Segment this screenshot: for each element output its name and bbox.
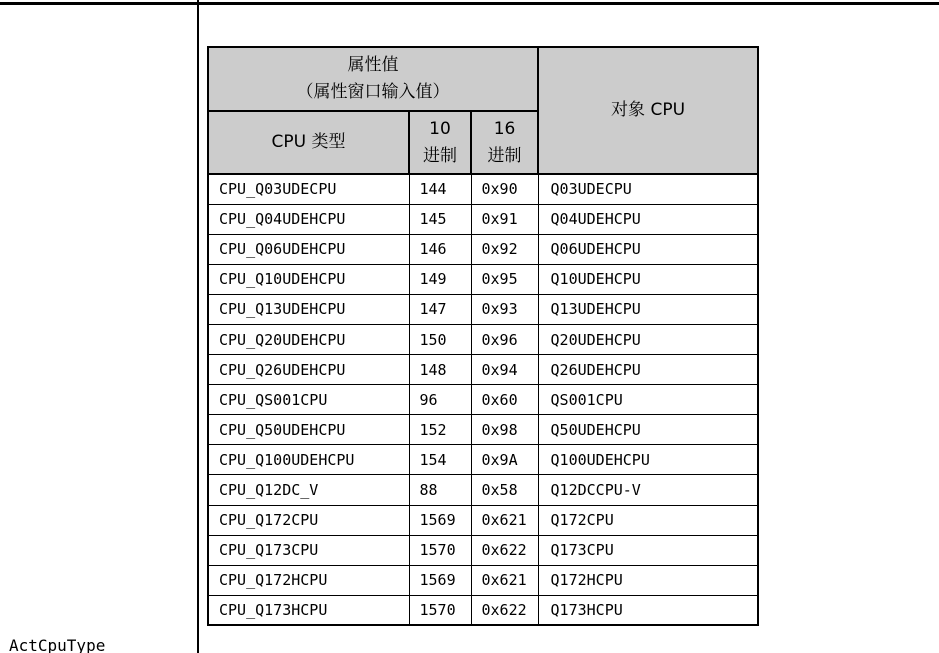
cell-hex-value: 0x91 [471, 204, 538, 234]
cell-target-cpu: Q172HCPU [538, 565, 758, 595]
cell-decimal-value: 148 [409, 355, 471, 385]
header-decimal-line2: 进制 [423, 145, 457, 166]
cell-decimal-value: 150 [409, 324, 471, 354]
cell-target-cpu: Q26UDEHCPU [538, 355, 758, 385]
cell-hex-value: 0x58 [471, 475, 538, 505]
cell-hex-value: 0x622 [471, 535, 538, 565]
cell-decimal-value: 146 [409, 234, 471, 264]
cell-target-cpu: Q20UDEHCPU [538, 324, 758, 354]
cell-target-cpu: Q172CPU [538, 505, 758, 535]
cell-target-cpu: Q173HCPU [538, 595, 758, 625]
cell-decimal-value: 1569 [409, 565, 471, 595]
footer-property-name: ActCpuType [9, 636, 106, 653]
cell-decimal-value: 154 [409, 445, 471, 475]
table-row [208, 595, 758, 625]
table-row [208, 234, 758, 264]
table-row [208, 445, 758, 475]
table-row [208, 264, 758, 294]
cell-target-cpu: Q03UDECPU [538, 174, 758, 204]
cell-target-cpu: Q13UDEHCPU [538, 294, 758, 324]
cell-cpu-type: CPU_Q04UDEHCPU [208, 204, 409, 234]
cell-decimal-value: 152 [409, 415, 471, 445]
header-decimal-line1: 10 [429, 118, 451, 139]
cpu-type-table [207, 46, 759, 626]
table-row [208, 324, 758, 354]
header-decimal [409, 111, 471, 174]
cell-decimal-value: 88 [409, 475, 471, 505]
cell-hex-value: 0x94 [471, 355, 538, 385]
cell-hex-value: 0x621 [471, 505, 538, 535]
cell-cpu-type: CPU_Q13UDEHCPU [208, 294, 409, 324]
table-row [208, 415, 758, 445]
cell-target-cpu: Q10UDEHCPU [538, 264, 758, 294]
cell-decimal-value: 145 [409, 204, 471, 234]
header-row-1 [208, 47, 758, 111]
table-row [208, 204, 758, 234]
cell-decimal-value: 1570 [409, 535, 471, 565]
table-row [208, 565, 758, 595]
cell-target-cpu: Q173CPU [538, 535, 758, 565]
top-horizontal-rule [0, 2, 939, 5]
cell-hex-value: 0x621 [471, 565, 538, 595]
cell-hex-value: 0x93 [471, 294, 538, 324]
cell-hex-value: 0x98 [471, 415, 538, 445]
cell-target-cpu: Q100UDEHCPU [538, 445, 758, 475]
table-row [208, 355, 758, 385]
table-row [208, 505, 758, 535]
header-hex-line2: 进制 [487, 145, 522, 166]
cell-hex-value: 0x9A [471, 445, 538, 475]
cell-cpu-type: CPU_Q26UDEHCPU [208, 355, 409, 385]
cell-decimal-value: 149 [409, 264, 471, 294]
cell-cpu-type: CPU_Q173CPU [208, 535, 409, 565]
cell-hex-value: 0x96 [471, 324, 538, 354]
header-hex-line1: 16 [493, 118, 516, 139]
header-cpu-type: CPU 类型 [208, 111, 409, 174]
header-attribute-value [208, 47, 538, 111]
cell-cpu-type: CPU_QS001CPU [208, 385, 409, 415]
cell-decimal-value: 1569 [409, 505, 471, 535]
table-row [208, 174, 758, 204]
cell-hex-value: 0x622 [471, 595, 538, 625]
table-row [208, 385, 758, 415]
header-attribute-value-line2: （属性窗口输入值） [296, 82, 450, 102]
cell-target-cpu: QS001CPU [538, 385, 758, 415]
header-hexadecimal [471, 111, 538, 174]
cell-cpu-type: CPU_Q06UDEHCPU [208, 234, 409, 264]
cell-cpu-type: CPU_Q12DC_V [208, 475, 409, 505]
table-row [208, 294, 758, 324]
cell-cpu-type: CPU_Q173HCPU [208, 595, 409, 625]
cell-cpu-type: CPU_Q172CPU [208, 505, 409, 535]
cell-decimal-value: 147 [409, 294, 471, 324]
cell-hex-value: 0x60 [471, 385, 538, 415]
cell-cpu-type: CPU_Q172HCPU [208, 565, 409, 595]
cell-decimal-value: 96 [409, 385, 471, 415]
cell-target-cpu: Q50UDEHCPU [538, 415, 758, 445]
table-row [208, 475, 758, 505]
table-header [208, 47, 758, 174]
cell-decimal-value: 144 [409, 174, 471, 204]
cell-cpu-type: CPU_Q20UDEHCPU [208, 324, 409, 354]
cell-hex-value: 0x92 [471, 234, 538, 264]
cell-decimal-value: 1570 [409, 595, 471, 625]
cell-hex-value: 0x90 [471, 174, 538, 204]
cell-cpu-type: CPU_Q100UDEHCPU [208, 445, 409, 475]
cell-cpu-type: CPU_Q50UDEHCPU [208, 415, 409, 445]
left-margin-rule [197, 0, 199, 653]
header-attribute-value-line1: 属性值 [347, 55, 399, 75]
cell-cpu-type: CPU_Q10UDEHCPU [208, 264, 409, 294]
cell-cpu-type: CPU_Q03UDECPU [208, 174, 409, 204]
cpu-table-body [208, 174, 758, 625]
table-row [208, 535, 758, 565]
cell-target-cpu: Q12DCCPU-V [538, 475, 758, 505]
cell-hex-value: 0x95 [471, 264, 538, 294]
header-target-cpu: 对象 CPU [538, 47, 758, 174]
cell-target-cpu: Q06UDEHCPU [538, 234, 758, 264]
cell-target-cpu: Q04UDEHCPU [538, 204, 758, 234]
